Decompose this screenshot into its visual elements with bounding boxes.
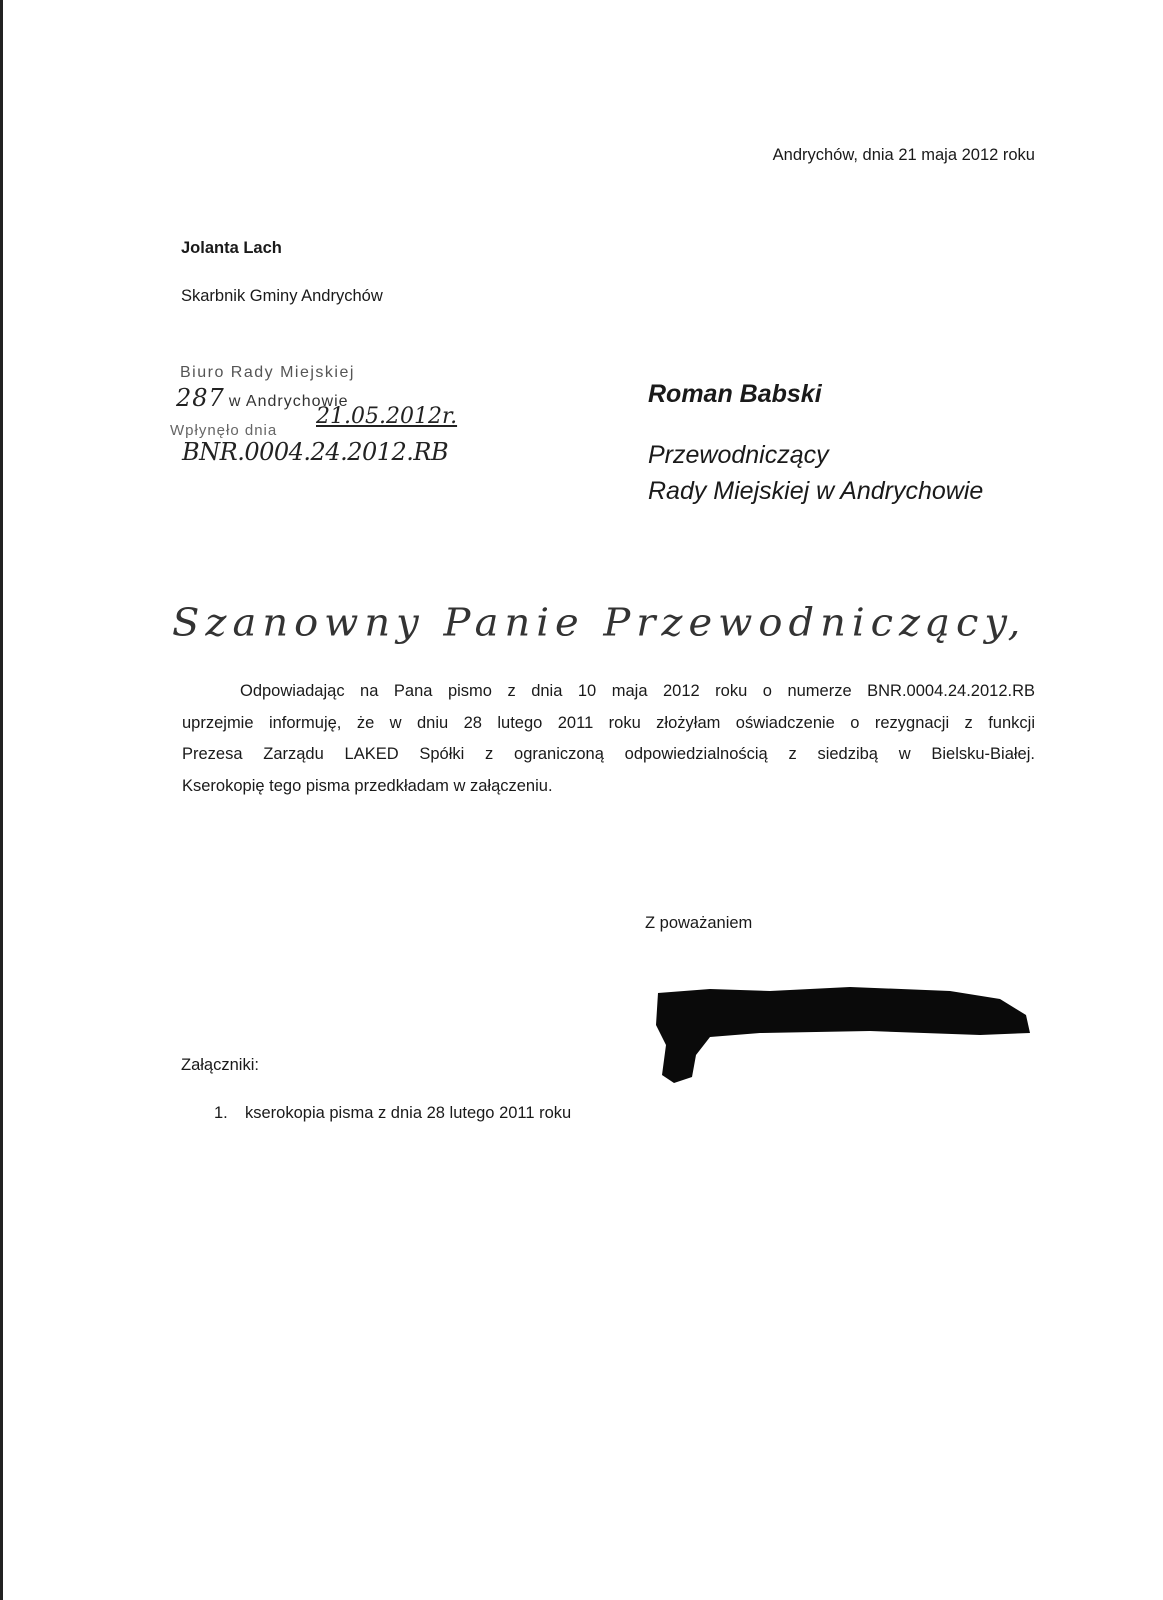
stamp-received-label: Wpłynęło dnia bbox=[170, 422, 278, 439]
recipient-title: Przewodniczący bbox=[648, 441, 829, 469]
body-line: Odpowiadając na Pana pismo z dnia 10 maja 2012 roku o numerze BNR.0004.24.2012.RB bbox=[240, 682, 1035, 700]
stamp-office: Biuro Rady Miejskiej bbox=[180, 364, 355, 381]
handwritten-salutation: Szanowny Panie Przewodniczący, bbox=[172, 601, 1027, 645]
scan-edge bbox=[0, 0, 3, 1600]
sender-name: Jolanta Lach bbox=[181, 239, 282, 257]
attachments-label: Załączniki: bbox=[181, 1056, 259, 1074]
recipient-name: Roman Babski bbox=[648, 380, 822, 408]
recipient-institution: Rady Miejskiej w Andrychowie bbox=[648, 477, 984, 505]
body-line: Kserokopię tego pisma przedkładam w załączeniu. bbox=[182, 776, 553, 795]
sender-role: Skarbnik Gminy Andrychów bbox=[181, 287, 383, 305]
stamp-number: 287 bbox=[176, 384, 225, 412]
stamp-location: w Andrychowie bbox=[228, 393, 349, 410]
attachment-number: 1. bbox=[214, 1104, 228, 1122]
letter-body bbox=[182, 680, 1035, 806]
redacted-signature bbox=[650, 985, 1032, 1085]
place-date: Andrychów, dnia 21 maja 2012 roku bbox=[772, 146, 1035, 164]
body-line: uprzejmie informuję, że w dniu 28 lutego 2011 roku złożyłam oświadczenie o rezygnacji z funkcji bbox=[182, 713, 1035, 732]
closing: Z poważaniem bbox=[645, 914, 753, 932]
stamp-received-date: 21.05.2012r. bbox=[316, 404, 458, 429]
stamp-reference: BNR.0004.24.2012.RB bbox=[182, 438, 449, 466]
received-stamp bbox=[170, 360, 466, 485]
attachment-item bbox=[214, 1104, 571, 1123]
attachment-text: kserokopia pisma z dnia 28 lutego 2011 roku bbox=[245, 1104, 572, 1122]
body-line: Prezesa Zarządu LAKED Spółki z ograniczoną odpowiedzialnością z siedzibą w Bielsku-Białej. bbox=[182, 745, 1035, 763]
